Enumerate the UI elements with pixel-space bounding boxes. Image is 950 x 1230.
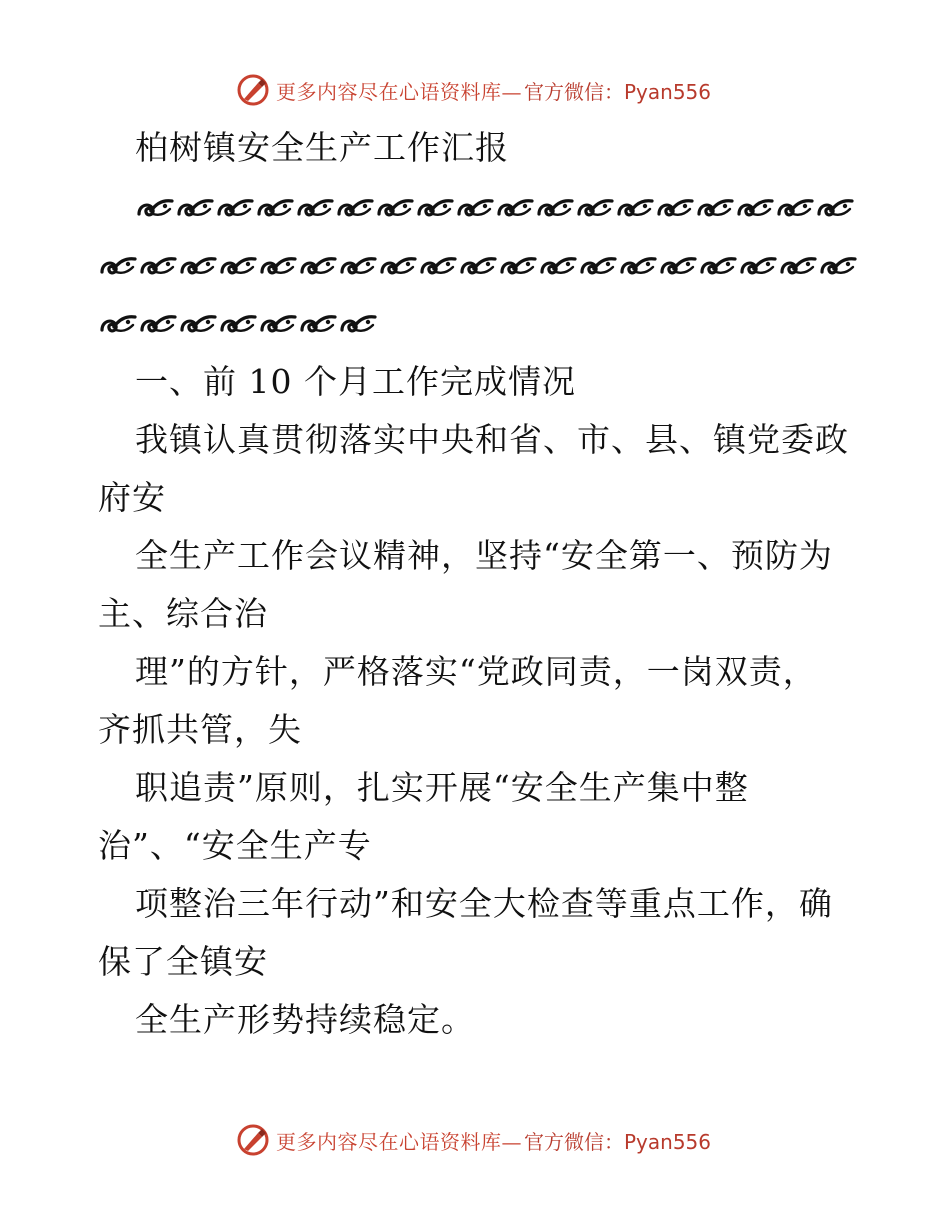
- swirl-ornament-icon: [378, 250, 418, 282]
- pen-logo-icon: [236, 1123, 270, 1157]
- swirl-ornament-icon: [375, 192, 415, 224]
- banner-contact-text: 官方微信：Pyan556: [524, 79, 712, 104]
- swirl-ornament-icon: [658, 250, 698, 282]
- ornament-row-1: [135, 188, 855, 228]
- swirl-ornament-icon: [578, 250, 618, 282]
- swirl-ornament-icon: [178, 250, 218, 282]
- swirl-ornament-icon: [218, 308, 258, 340]
- body-line-11: 全生产形势持续稳定。: [135, 1000, 475, 1039]
- body-line-1: 我镇认真贯彻落实中央和省、市、县、镇党委政: [135, 420, 849, 459]
- swirl-ornament-icon: [535, 192, 575, 224]
- swirl-ornament-icon: [98, 250, 138, 282]
- banner-contact-text: 官方微信：Pyan556: [524, 1129, 712, 1154]
- swirl-ornament-icon: [415, 192, 455, 224]
- swirl-ornament-icon: [735, 192, 775, 224]
- swirl-ornament-icon: [698, 250, 738, 282]
- body-line-3: 全生产工作会议精神，坚持“安全第一、预防为: [135, 536, 833, 575]
- body-line-10: 保了全镇安: [98, 942, 268, 981]
- swirl-ornament-icon: [215, 192, 255, 224]
- swirl-ornament-icon: [615, 192, 655, 224]
- document-title: 柏树镇安全生产工作汇报: [135, 128, 509, 167]
- swirl-ornament-icon: [455, 192, 495, 224]
- swirl-ornament-icon: [255, 192, 295, 224]
- ornament-row-2: [98, 246, 858, 286]
- swirl-ornament-icon: [258, 308, 298, 340]
- swirl-ornament-icon: [495, 192, 535, 224]
- swirl-ornament-icon: [818, 250, 858, 282]
- swirl-ornament-icon: [815, 192, 855, 224]
- ornament-row-3: [98, 304, 378, 344]
- body-line-5: 理”的方针，严格落实“党政同责，一岗双责，: [135, 652, 817, 691]
- banner-site-text: 更多内容尽在心语资料库—: [276, 1129, 522, 1154]
- swirl-ornament-icon: [695, 192, 735, 224]
- swirl-ornament-icon: [175, 192, 215, 224]
- swirl-ornament-icon: [335, 192, 375, 224]
- section-heading: 一、前 10 个月工作完成情况: [135, 362, 576, 401]
- swirl-ornament-icon: [298, 250, 338, 282]
- swirl-ornament-icon: [138, 250, 178, 282]
- body-line-6: 齐抓共管，失: [98, 710, 302, 749]
- swirl-ornament-icon: [458, 250, 498, 282]
- swirl-ornament-icon: [775, 192, 815, 224]
- body-line-9: 项整治三年行动”和安全大检查等重点工作，确: [135, 884, 833, 923]
- swirl-ornament-icon: [218, 250, 258, 282]
- body-line-4: 主、综合治: [98, 594, 268, 633]
- swirl-ornament-icon: [178, 308, 218, 340]
- swirl-ornament-icon: [295, 192, 335, 224]
- body-line-8: 治”、“安全生产专: [98, 826, 372, 865]
- swirl-ornament-icon: [338, 250, 378, 282]
- swirl-ornament-icon: [618, 250, 658, 282]
- swirl-ornament-icon: [418, 250, 458, 282]
- footer-banner: [236, 1122, 711, 1158]
- pen-logo-icon: [236, 73, 270, 107]
- header-banner: [236, 72, 711, 108]
- swirl-ornament-icon: [135, 192, 175, 224]
- swirl-ornament-icon: [298, 308, 338, 340]
- swirl-ornament-icon: [778, 250, 818, 282]
- swirl-ornament-icon: [575, 192, 615, 224]
- swirl-ornament-icon: [738, 250, 778, 282]
- swirl-ornament-icon: [138, 308, 178, 340]
- swirl-ornament-icon: [538, 250, 578, 282]
- swirl-ornament-icon: [258, 250, 298, 282]
- banner-site-text: 更多内容尽在心语资料库—: [276, 79, 522, 104]
- body-line-2: 府安: [98, 478, 166, 517]
- swirl-ornament-icon: [655, 192, 695, 224]
- swirl-ornament-icon: [498, 250, 538, 282]
- swirl-ornament-icon: [338, 308, 378, 340]
- body-line-7: 职追责”原则，扎实开展“安全生产集中整: [135, 768, 749, 807]
- swirl-ornament-icon: [98, 308, 138, 340]
